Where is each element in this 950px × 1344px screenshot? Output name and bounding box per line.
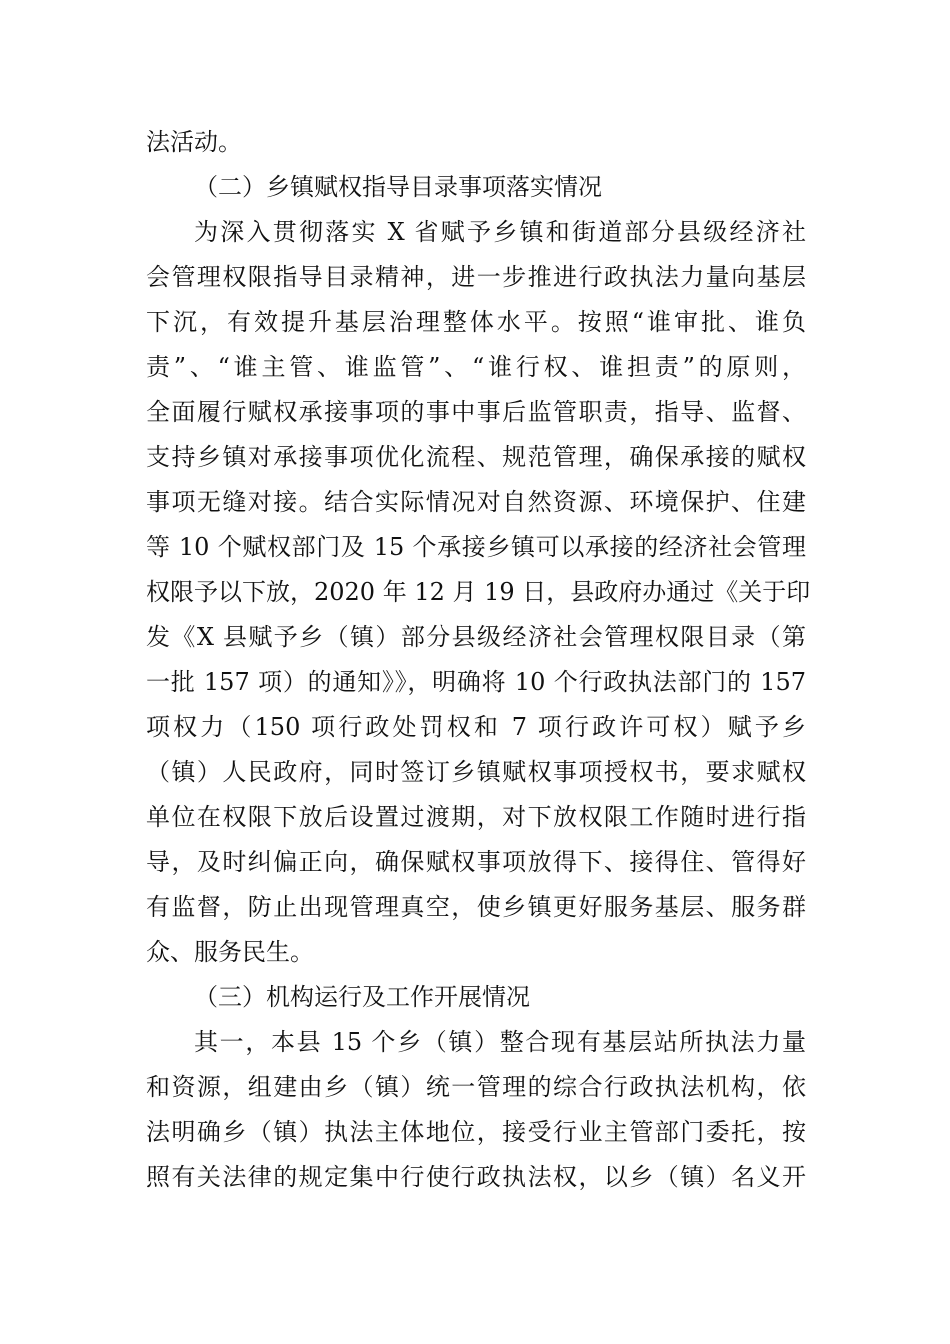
paragraph-line: 其一，本县 15 个乡（镇）整合现有基层站所执法力量: [194, 1028, 806, 1056]
paragraph-line: 一批 157 项）的通知》》，明确将 10 个行政执法部门的 157: [146, 668, 806, 696]
paragraph-line: 法明确乡（镇）执法主体地位，接受行业主管部门委托，按: [146, 1118, 806, 1146]
paragraph-line: 发《X 县赋予乡（镇）部分县级经济社会管理权限目录（第: [146, 623, 806, 651]
paragraph-line: 责”、“谁主管、谁监管”、“谁行权、谁担责”的原则，: [146, 353, 806, 381]
paragraph-line: 等 10 个赋权部门及 15 个承接乡镇可以承接的经济社会管理: [146, 533, 806, 561]
paragraph-line: 和资源，组建由乡（镇）统一管理的综合行政执法机构，依: [146, 1073, 806, 1101]
paragraph-line: 支持乡镇对承接事项优化流程、规范管理，确保承接的赋权: [146, 443, 806, 471]
paragraph-line: 会管理权限指导目录精神，进一步推进行政执法力量向基层: [146, 263, 806, 291]
paragraph-line: 项权力（150 项行政处罚权和 7 项行政许可权）赋予乡: [146, 713, 806, 741]
paragraph-line: （镇）人民政府，同时签订乡镇赋权事项授权书，要求赋权: [146, 758, 806, 786]
paragraph-line: 事项无缝对接。结合实际情况对自然资源、环境保护、住建: [146, 488, 806, 516]
section-heading-2: （二）乡镇赋权指导目录事项落实情况: [194, 173, 602, 201]
paragraph-line: 单位在权限下放后设置过渡期，对下放权限工作随时进行指: [146, 803, 806, 831]
paragraph-line: 为深入贯彻落实 X 省赋予乡镇和街道部分县级经济社: [194, 218, 806, 246]
paragraph-line: 导，及时纠偏正向，确保赋权事项放得下、接得住、管得好: [146, 848, 806, 876]
section-heading-3: （三）机构运行及工作开展情况: [194, 983, 530, 1011]
paragraph-line: 照有关法律的规定集中行使行政执法权，以乡（镇）名义开: [146, 1163, 806, 1191]
paragraph-line: 众、服务民生。: [146, 938, 314, 966]
paragraph-line: 有监督，防止出现管理真空，使乡镇更好服务基层、服务群: [146, 893, 806, 921]
paragraph-line: 下沉，有效提升基层治理整体水平。按照“谁审批、谁负: [146, 308, 806, 336]
paragraph-line: 全面履行赋权承接事项的事中事后监管职责，指导、监督、: [146, 398, 806, 426]
paragraph-line: 法活动。: [146, 128, 242, 156]
paragraph-line: 权限予以下放，2020 年 12 月 19 日，县政府办通过《关于印: [146, 578, 811, 606]
